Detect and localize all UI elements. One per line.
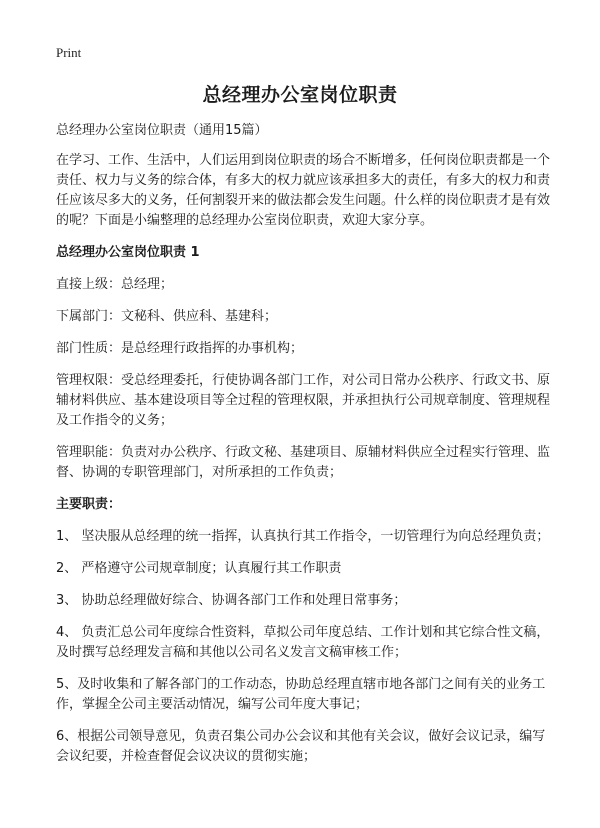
duty-item: 5、及时收集和了解各部门的工作动态，协助总经理直辖市地各部门之间有关的业务工作，掌握全公司主要活动情况，编写公司年度大事记； — [56, 677, 546, 712]
intro-paragraph: 在学习、工作、生活中，人们运用到岗位职责的场合不断增多，任何岗位职责都是一个责任、权力与义务的综合体，有多大的权力就应该承担多大的责任，有多大的权力和责任应该尽多大的义务，任何割裂开来的做法都会发生问题。什么样的岗位职责才是有效的呢？下面是小编整理的总经理办公室岗位职责，欢迎大家分享。 — [56, 153, 551, 228]
document-subtitle: 总经理办公室岗位职责（通用15篇） — [56, 123, 268, 138]
authority-paragraph: 管理权限：受总经理委托，行使协调各部门工作，对公司日常办公秩序、行政文书、原辅材料供应、基本建设项目等全过程的管理权限，并承担执行公司规章制度、管理规程及工作指令的义务； — [56, 373, 551, 428]
print-link[interactable]: Print — [56, 45, 82, 60]
duty-item: 1、 坚决服从总经理的统一指挥，认真执行其工作指令，一切管理行为向总经理负责； — [56, 529, 550, 544]
superior-line: 直接上级：总经理； — [56, 277, 174, 292]
page-title: 总经理办公室岗位职责 — [202, 84, 398, 106]
nature-line: 部门性质：是总经理行政指挥的办事机构； — [56, 341, 304, 356]
section-heading: 总经理办公室岗位职责 1 — [56, 245, 200, 260]
duty-item: 2、 严格遵守公司规章制度；认真履行其工作职责 — [56, 561, 342, 576]
duty-item: 3、 协助总经理做好综合、协调各部门工作和处理日常事务； — [56, 593, 407, 608]
function-paragraph: 管理职能：负责对办公秩序、行政文秘、基建项目、原辅材料供应全过程实行管理、监督、协调的专职管理部门，对所承担的工作负责； — [56, 445, 551, 480]
document-body — [56, 121, 552, 779]
duty-item: 4、 负责汇总公司年度综合性资料，草拟公司年度总结、工作计划和其它综合性文稿，及时撰写总经理发言稿和其他以公司名义发言文稿审核工作； — [56, 625, 550, 660]
subordinates-line: 下属部门：文秘科、供应科、基建科； — [56, 309, 278, 324]
duty-item: 6、根据公司领导意见，负责召集公司办公会议和其他有关会议，做好会议记录，编写会议纪要，并检查督促会议决议的贯彻实施； — [56, 729, 546, 764]
duties-heading: 主要职责： — [56, 497, 122, 512]
